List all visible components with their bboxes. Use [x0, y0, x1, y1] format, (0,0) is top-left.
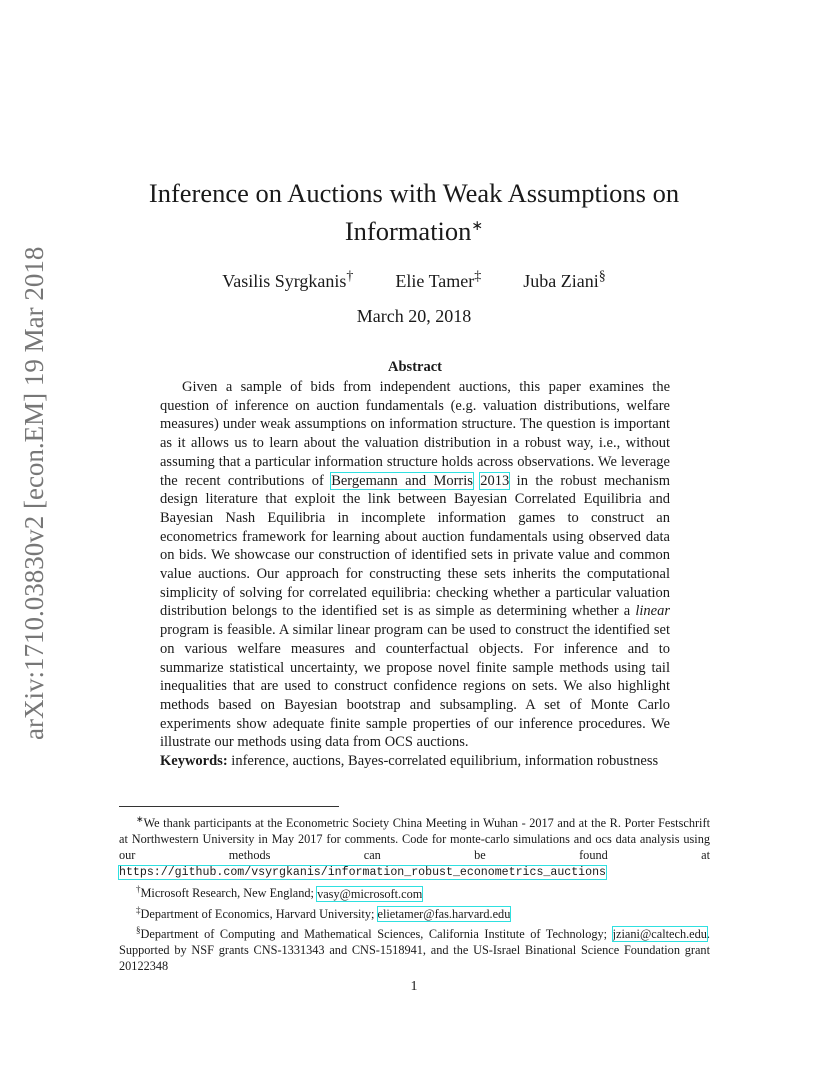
footnote-mark: §: [136, 924, 141, 935]
footnote-divider: [119, 806, 339, 807]
page-number: 1: [410, 979, 418, 994]
citation-year: 2013: [480, 472, 510, 489]
author-list: [120, 265, 708, 293]
email-link[interactable]: jziani@caltech.edu: [612, 926, 707, 941]
footnote-affiliation: Department of Computing and Mathematical Sciences, California Institute of Technology;: [140, 926, 608, 941]
abstract-text-part-3: program is feasible. A similar linear program can be used to construct the identified set on various welfare measures and counterfactual objects. For inference and to summarize statistical uncertainty, we propose novel finite sample methods using tail inequalities that are used to construct confidence regions on sets. We also highlight methods based on Bayesian bootstrap and subsampling. A set of Monte Carlo experiments show adequate finite sample properties of our inference procedures. We illustrate our methods using data from OCS auctions.: [160, 622, 670, 751]
keywords-label: Keywords:: [160, 753, 228, 770]
abstract-body: [160, 378, 670, 771]
footnotes: [119, 811, 710, 974]
keywords-text: inference, auctions, Bayes-correlated equilibrium, information robustness: [231, 753, 659, 770]
footnote-affiliation: Department of Economics, Harvard University;: [140, 906, 375, 921]
footnote-author-2: [119, 902, 710, 922]
abstract-text-part-2: in the robust mechanism design literature that exploit the link between Bayesian Correlated Equilibria and Bayesian Nash Equilibria in incomplete information games to construct an econometrics framework for learning about auction fundamentals using observed data on bids. We showcase our construction of identified sets in private value and common value auctions. Our approach for constructing these sets inherits the computational simplicity of solving for correlated equilibria: checking whether a particular valuation distribution belongs to the identified set is as simple as determining whether a: [160, 472, 671, 620]
code-repository-link[interactable]: https://github.com/vsyrgkanis/information_robust_econometrics_auctions: [119, 866, 607, 880]
author: [523, 265, 605, 293]
footnote-author-3: [119, 922, 710, 974]
footnote-mark: ∗: [136, 814, 144, 824]
email-link[interactable]: vasy@microsoft.com: [317, 886, 423, 901]
citation-link[interactable]: [331, 473, 473, 489]
footnote-affiliation: Microsoft Research, New England;: [140, 886, 314, 901]
email-link[interactable]: elietamer@fas.harvard.edu: [377, 906, 511, 921]
author-footnote-mark[interactable]: ‡: [474, 269, 482, 284]
title-line-2: [100, 210, 728, 248]
paper-title: [100, 176, 728, 248]
footnote-thanks: [119, 811, 710, 881]
citation-year-link[interactable]: [480, 473, 509, 489]
footnote-funding: . Supported by NSF grants CNS-1331343 and CNS-1518941, and the US-Israel Binational Science Foundation grant 20122348: [119, 926, 710, 974]
title-line-2-text: Information: [344, 215, 472, 246]
footnote-thanks-text: We thank participants at the Econometric Society China Meeting in Wuhan - 2017 and at the R. Porter Festschrift at Northwestern University in May 2017 for comments. Code for monte-carlo simulations and ocs data analysis using our methods can be found at: [119, 816, 710, 863]
abstract-text-part-1: Given a sample of bids from independent auctions, this paper examines the question of inference on auction fundamentals (e.g. valuation distributions, welfare measures) under weak assumptions on information structure. The question is important as it allows us to learn about the valuation distribution in a robust way, i.e., without assuming that a particular information structure holds across observations. We leverage the recent contributions of: [160, 379, 670, 489]
footnote-mark: †: [136, 884, 141, 895]
author: [222, 265, 353, 293]
publication-date: March 20, 2018: [356, 306, 472, 326]
abstract-italic-word: linear: [635, 603, 670, 620]
author-name: Juba Ziani: [523, 271, 599, 291]
author-name: Elie Tamer: [395, 271, 475, 291]
author-footnote-mark[interactable]: †: [346, 269, 354, 284]
citation-authors: Bergemann and Morris: [331, 472, 473, 489]
title-line-1: Inference on Auctions with Weak Assumptions on: [148, 178, 680, 208]
arxiv-identifier-stamp: arXiv:1710.03830v2 [econ.EM] 19 Mar 2018: [19, 246, 49, 740]
author-name: Vasilis Syrgkanis: [222, 271, 347, 291]
abstract-heading: Abstract: [388, 359, 442, 375]
author: [395, 265, 481, 293]
footnote-mark: ‡: [136, 904, 141, 915]
title-footnote-mark[interactable]: ∗: [471, 219, 484, 234]
author-footnote-mark[interactable]: §: [598, 269, 606, 284]
footnote-author-1: [119, 881, 710, 901]
